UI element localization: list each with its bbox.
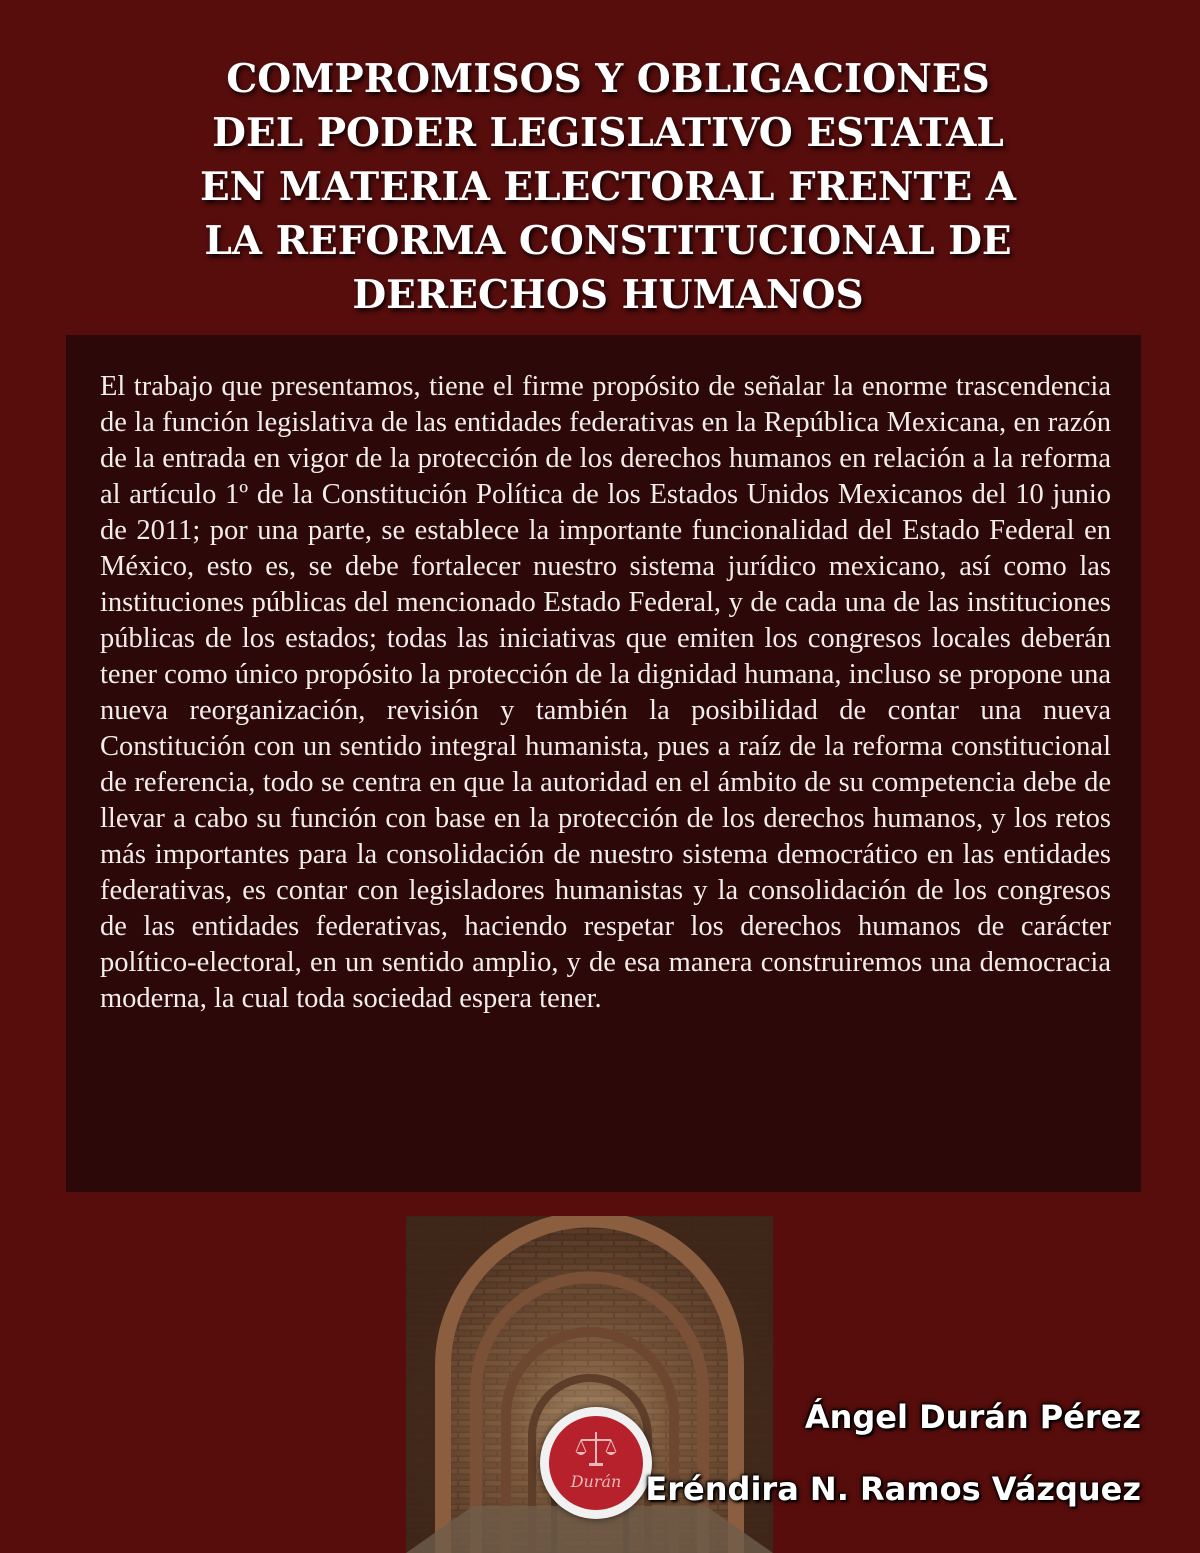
title-line: LA REFORMA CONSTITUCIONAL DE [204, 218, 1012, 264]
scales-of-justice-icon [549, 1416, 643, 1476]
publisher-logo [540, 1407, 652, 1519]
logo-wordmark: Durán [570, 1472, 622, 1491]
title-line: DEL PODER LEGISLATIVO ESTATAL [212, 110, 1004, 156]
logo-inner-circle [549, 1416, 643, 1510]
abstract-text: El trabajo que presentamos, tiene el firme propósito de señalar la enorme trascendencia de la función legislativa de las entidades federativas en la República Mexicana, en razón de la entrada en vigor de la protección de los derechos humanos en relación a la reforma al artículo 1º de la Constitución Política de los Estados Unidos Mexicanos del 10 junio de 2011; por una parte, se establece la importante funcionalidad del Estado Federal en México, esto es, se debe fortalecer nuestro sistema jurídico mexicano, así como las instituciones públicas del mencionado Estado Federal, y de cada una de las instituciones públicas de los estados; todas las iniciativas que emiten los congresos locales deberán tener como único propósito la protección de la dignidad humana, incluso se propone una nueva reorganización, revisión y también la posibilidad de contar una nueva Constitución con un sentido integral humanista, pues a raíz de la reforma constitucional de referencia, todo se centra en que la autoridad en el ámbito de su competencia debe de llevar a cabo su función con base en la protección de los derechos humanos, y los retos más importantes para la consolidación de nuestro sistema democrático en las entidades federativas, es contar con legisladores humanistas y la consolidación de los congresos de las entidades federativas, haciendo respetar los derechos humanos de carácter político-electoral, en un sentido amplio, y de esa manera construiremos una democracia moderna, la cual toda sociedad espera tener. [100, 371, 1111, 1014]
book-title [100, 52, 1116, 322]
author-name: Eréndira N. Ramos Vázquez [645, 1470, 1141, 1508]
title-line: EN MATERIA ELECTORAL FRENTE A [199, 164, 1017, 210]
title-line: DERECHOS HUMANOS [352, 272, 864, 318]
title-line: COMPROMISOS Y OBLIGACIONES [226, 56, 990, 102]
author-name: Ángel Durán Pérez [804, 1398, 1141, 1436]
abstract-box [66, 335, 1141, 1192]
